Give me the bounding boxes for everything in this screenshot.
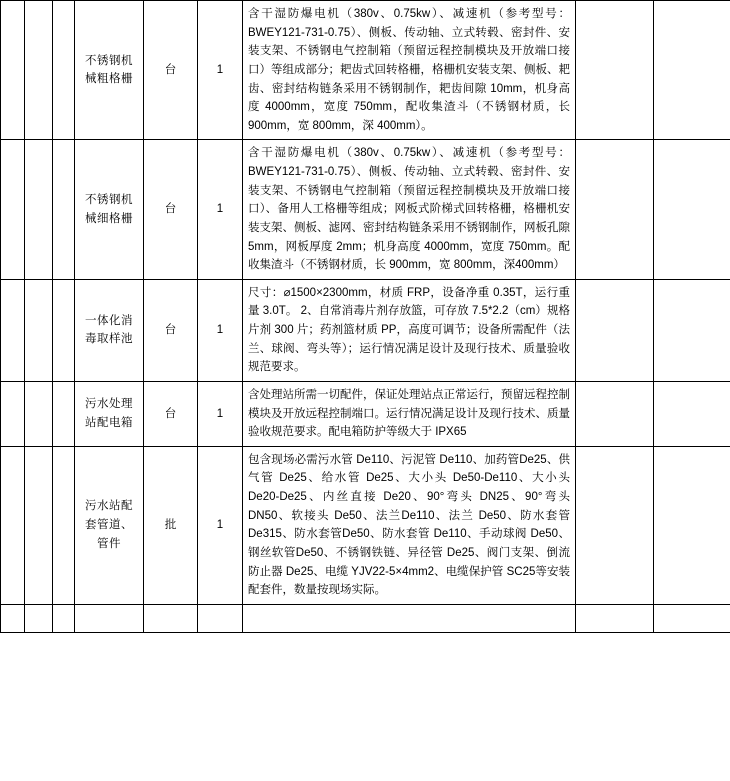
equipment-description: 含处理站所需一切配件，保证处理站点正常运行，预留远程控制模块及开放远程控制端口。运行情况满足设计及现行技术、质量验收规范要求。配电箱防护等级大于 IPX65 <box>243 381 576 446</box>
row-blank-cell-c <box>53 446 75 604</box>
equipment-description: 尺寸：⌀1500×2300mm，材质 FRP，设备净重 0.35T，运行重量 3.0T。 2、自常消毒片剂存放篮，可存放 7.5*2.2（cm）规格片剂 300 片；药剂篮材质 PP，高度可调节；设备所需配件（法兰、球阀、弯头等）；运行情况满足设计及现行技术、质量验收规范要求。 <box>243 279 576 381</box>
row-blank-cell-c <box>53 140 75 279</box>
row-blank-cell-i <box>654 446 730 604</box>
table-row-empty <box>1 604 730 632</box>
equipment-unit: 台 <box>144 279 198 381</box>
equipment-quantity: 1 <box>198 446 243 604</box>
row-blank-cell-b <box>25 1 53 140</box>
table-body <box>1 1 730 633</box>
table-row <box>1 140 730 279</box>
equipment-name: 污水处理站配电箱 <box>75 381 144 446</box>
row-blank-cell-h <box>576 1 654 140</box>
table-row <box>1 381 730 446</box>
equipment-unit: 台 <box>144 1 198 140</box>
row-blank-cell-b <box>25 604 53 632</box>
row-blank-cell-h <box>576 381 654 446</box>
row-blank-cell-b <box>25 279 53 381</box>
equipment-name: 不锈钢机械粗格栅 <box>75 1 144 140</box>
equipment-name: 不锈钢机械细格栅 <box>75 140 144 279</box>
table-row <box>1 1 730 140</box>
equipment-name: 污水站配套管道、管件 <box>75 446 144 604</box>
table-row <box>1 279 730 381</box>
row-blank-cell-i <box>654 381 730 446</box>
equipment-description: 包含现场必需污水管 De110、污泥管 De110、加药管De25、供气管 De25、给水管 De25、大小头 De50-De110、大小头 De20-De25、内丝直接 De20、90°弯头 DN25、90°弯头 DN50、软接头 De50、法兰De110、法兰 De50、防水套管 De315、防水套管De50、防水套管 De110、手动球阀 De50、钢丝软管De50、不锈钢铁链、异径管 De25、阀门支架、倒流防止器 De25、电缆 YJV22-5×4mm2、电缆保护管 SC25等安装配套件，数量按现场实际。 <box>243 446 576 604</box>
row-index-cell <box>1 604 25 632</box>
row-blank-cell-c <box>53 604 75 632</box>
row-index-cell <box>1 140 25 279</box>
equipment-unit <box>144 604 198 632</box>
equipment-quantity: 1 <box>198 279 243 381</box>
equipment-unit: 台 <box>144 381 198 446</box>
equipment-quantity: 1 <box>198 381 243 446</box>
row-blank-cell-i <box>654 140 730 279</box>
row-blank-cell-c <box>53 279 75 381</box>
row-blank-cell-i <box>654 604 730 632</box>
row-index-cell <box>1 446 25 604</box>
row-blank-cell-c <box>53 381 75 446</box>
row-index-cell <box>1 279 25 381</box>
row-blank-cell-h <box>576 140 654 279</box>
equipment-description: 含干湿防爆电机（380v、0.75kw）、减速机（参考型号：BWEY121-731-0.75）、侧板、传动轴、立式转毂、密封件、安装支架、不锈钢电气控制箱（预留远程控制模块及开放端口接口）、备用人工格栅等组成；网板式阶梯式回转格栅，格栅机安装支架、侧板、滤网、密封结构链条采用不锈钢制作，网板孔隙5mm，网板厚度 2mm；机身高度 4000mm，宽度 750mm。配收集渣斗（不锈钢材质，长 900mm，宽 800mm，深400mm） <box>243 140 576 279</box>
equipment-unit: 批 <box>144 446 198 604</box>
equipment-quantity <box>198 604 243 632</box>
table-row <box>1 446 730 604</box>
row-blank-cell-h <box>576 279 654 381</box>
equipment-description: 含干湿防爆电机（380v、0.75kw）、减速机（参考型号：BWEY121-731-0.75）、侧板、传动轴、立式转毂、密封件、安装支架、不锈钢电气控制箱（预留远程控制模块及开放端口接口）等组成部分；耙齿式回转格栅，格栅机安装支架、侧板、耙齿、密封结构链条采用不锈钢制作，耙齿间隙 10mm，机身高度 4000mm，宽度 750mm，配收集渣斗（不锈钢材质，长900mm，宽 800mm，深 400mm）。 <box>243 1 576 140</box>
row-blank-cell-b <box>25 446 53 604</box>
row-blank-cell-b <box>25 140 53 279</box>
equipment-name: 一体化消毒取样池 <box>75 279 144 381</box>
row-index-cell <box>1 381 25 446</box>
row-blank-cell-h <box>576 604 654 632</box>
row-blank-cell-i <box>654 279 730 381</box>
row-blank-cell-c <box>53 1 75 140</box>
equipment-name <box>75 604 144 632</box>
equipment-description <box>243 604 576 632</box>
row-blank-cell-h <box>576 446 654 604</box>
row-blank-cell-i <box>654 1 730 140</box>
row-index-cell <box>1 1 25 140</box>
equipment-unit: 台 <box>144 140 198 279</box>
equipment-quantity: 1 <box>198 1 243 140</box>
row-blank-cell-b <box>25 381 53 446</box>
equipment-quantity: 1 <box>198 140 243 279</box>
